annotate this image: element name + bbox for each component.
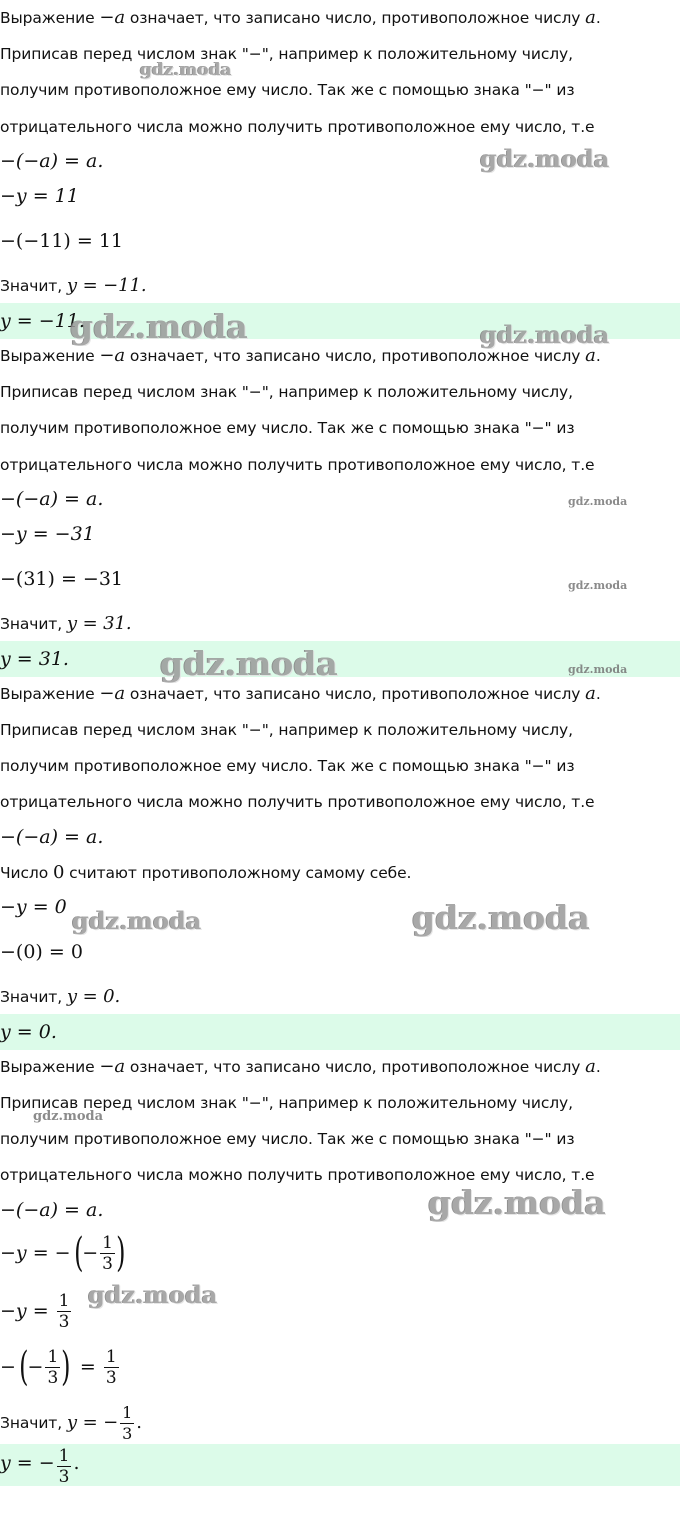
block4-equation-2 <box>0 1286 73 1336</box>
block3-intro-line-3: получим противоположное ему число. Так же с помощью знака "−" из <box>0 757 575 775</box>
block4-equation-3 <box>0 1340 121 1394</box>
period: . <box>136 1412 142 1433</box>
text: Значит, <box>0 615 67 633</box>
text: означает, что записано число, противоположное числу <box>125 685 586 703</box>
watermark: gdz.moda <box>70 307 248 346</box>
watermark: gdz.moda <box>480 320 610 349</box>
text: Выражение <box>0 347 100 365</box>
denominator: 3 <box>57 1466 72 1485</box>
numerator: 1 <box>105 1346 117 1367</box>
block3-rule: −(−a) = a. <box>0 826 104 848</box>
watermark: gdz.moda <box>88 1280 218 1309</box>
math-variable: a <box>585 345 596 366</box>
block4-rule: −(−a) = a. <box>0 1199 104 1221</box>
denominator: 3 <box>102 1253 113 1274</box>
block3-equation-1: −y = 0 <box>0 896 67 918</box>
denominator: 3 <box>122 1423 133 1443</box>
block3-answer-box <box>0 1014 680 1050</box>
block4-intro-line-3: получим противоположное ему число. Так же с помощью знака "−" из <box>0 1130 575 1148</box>
block3-answer: y = 0. <box>0 1021 57 1043</box>
minus-sign: − <box>0 1356 16 1378</box>
numerator: 1 <box>102 1232 113 1253</box>
math-expression: y = − <box>66 1412 119 1433</box>
fraction <box>45 1347 60 1388</box>
text: означает, что записано число, противоположное числу <box>125 347 586 365</box>
text: Выражение <box>0 685 100 703</box>
block4-conclusion <box>0 1400 142 1446</box>
math-expression: y = −11. <box>66 275 147 296</box>
block4-intro-line-4: отрицательного числа можно получить противоположное ему число, т.е <box>0 1166 595 1184</box>
text: Значит, <box>0 277 67 295</box>
minus-sign: − <box>82 1242 99 1264</box>
block1-intro-line-1 <box>0 8 601 28</box>
left-paren: ( <box>73 1230 84 1276</box>
right-paren: ) <box>116 1230 126 1276</box>
fraction <box>57 1446 72 1485</box>
math-expression: −a <box>99 1056 126 1077</box>
block1-intro-line-3: получим противоположное ему число. Так же с помощью знака "−" из <box>0 81 575 99</box>
denominator: 3 <box>47 1367 59 1388</box>
block2-equation-2: −(31) = −31 <box>0 568 124 590</box>
denominator: 3 <box>105 1367 117 1388</box>
text: означает, что записано число, противоположное числу <box>125 9 586 27</box>
math-expression: −a <box>99 345 126 366</box>
watermark: gdz.moda <box>160 644 338 683</box>
text: . <box>595 9 601 27</box>
watermark: gdz.moda <box>33 1109 104 1124</box>
watermark: gdz.moda <box>480 144 610 173</box>
text: Выражение <box>0 9 100 27</box>
block3-equation-2: −(0) = 0 <box>0 941 83 963</box>
math-expression: y = − <box>0 1452 55 1474</box>
math-variable: a <box>585 683 596 704</box>
equation-lhs: −y = <box>0 1300 55 1322</box>
block1-answer: y = −11. <box>0 310 85 332</box>
block4-intro-line-1 <box>0 1057 601 1077</box>
math-expression: −a <box>99 7 126 28</box>
block3-note <box>0 863 411 883</box>
numerator: 1 <box>58 1445 70 1466</box>
numerator: 1 <box>47 1346 59 1367</box>
text: . <box>595 347 601 365</box>
block1-conclusion <box>0 276 147 296</box>
math-variable: a <box>585 7 596 28</box>
text: . <box>595 1058 601 1076</box>
watermark: gdz.moda <box>568 663 628 676</box>
block1-intro-line-2: Приписав перед числом знак "−", например к положительному числу, <box>0 45 573 63</box>
equals-sign: = <box>73 1356 102 1378</box>
math-expression: y = 0. <box>66 986 121 1007</box>
text: считают противоположному самому себе. <box>64 864 412 882</box>
block2-intro-line-3: получим противоположное ему число. Так же с помощью знака "−" из <box>0 419 575 437</box>
text: Выражение <box>0 1058 100 1076</box>
left-paren: ( <box>19 1344 29 1390</box>
watermark: gdz.moda <box>72 906 202 935</box>
minus-sign: − <box>27 1356 44 1378</box>
math-variable: a <box>585 1056 596 1077</box>
denominator: 3 <box>58 1311 70 1332</box>
block4-answer <box>0 1442 80 1484</box>
text: . <box>595 685 601 703</box>
block4-intro-line-2: Приписав перед числом знак "−", например к положительному числу, <box>0 1094 573 1112</box>
block1-intro-line-4: отрицательного числа можно получить противоположное ему число, т.е <box>0 118 595 136</box>
watermark: gdz.moda <box>140 60 232 80</box>
watermark: gdz.moda <box>428 1183 606 1222</box>
text: Значит, <box>0 1414 67 1432</box>
block1-equation-2: −(−11) = 11 <box>0 230 124 252</box>
block2-equation-1: −y = −31 <box>0 523 95 545</box>
block2-intro-line-4: отрицательного числа можно получить противоположное ему число, т.е <box>0 456 595 474</box>
numerator: 1 <box>58 1290 70 1311</box>
block4-answer-box <box>0 1444 680 1486</box>
block2-answer: y = 31. <box>0 648 69 670</box>
watermark: gdz.moda <box>412 898 590 937</box>
block4-equation-1 <box>0 1226 129 1280</box>
block3-intro-line-2: Приписав перед числом знак "−", например к положительному числу, <box>0 721 573 739</box>
period: . <box>73 1452 80 1474</box>
math-expression: y = 31. <box>66 613 132 634</box>
block3-intro-line-1 <box>0 684 601 704</box>
block3-intro-line-4: отрицательного числа можно получить противоположное ему число, т.е <box>0 793 595 811</box>
equation-lhs: −y = − <box>0 1242 71 1264</box>
block2-rule: −(−a) = a. <box>0 488 104 510</box>
text: Значит, <box>0 988 67 1006</box>
block2-intro-line-2: Приписав перед числом знак "−", например к положительному числу, <box>0 383 573 401</box>
fraction <box>57 1291 72 1332</box>
text: Число <box>0 864 53 882</box>
math-expression: −a <box>99 683 126 704</box>
text: означает, что записано число, противоположное числу <box>125 1058 586 1076</box>
numerator: 1 <box>122 1402 133 1422</box>
fraction <box>104 1347 119 1388</box>
fraction <box>120 1403 134 1444</box>
right-paren: ) <box>61 1344 71 1390</box>
block2-conclusion <box>0 614 132 634</box>
block3-conclusion <box>0 987 120 1007</box>
fraction <box>100 1233 115 1274</box>
block1-equation-1: −y = 11 <box>0 185 79 207</box>
watermark: gdz.moda <box>568 495 628 508</box>
block2-intro-line-1 <box>0 346 601 366</box>
math-number: 0 <box>52 862 65 883</box>
block1-rule: −(−a) = a. <box>0 150 104 172</box>
watermark: gdz.moda <box>568 579 628 592</box>
